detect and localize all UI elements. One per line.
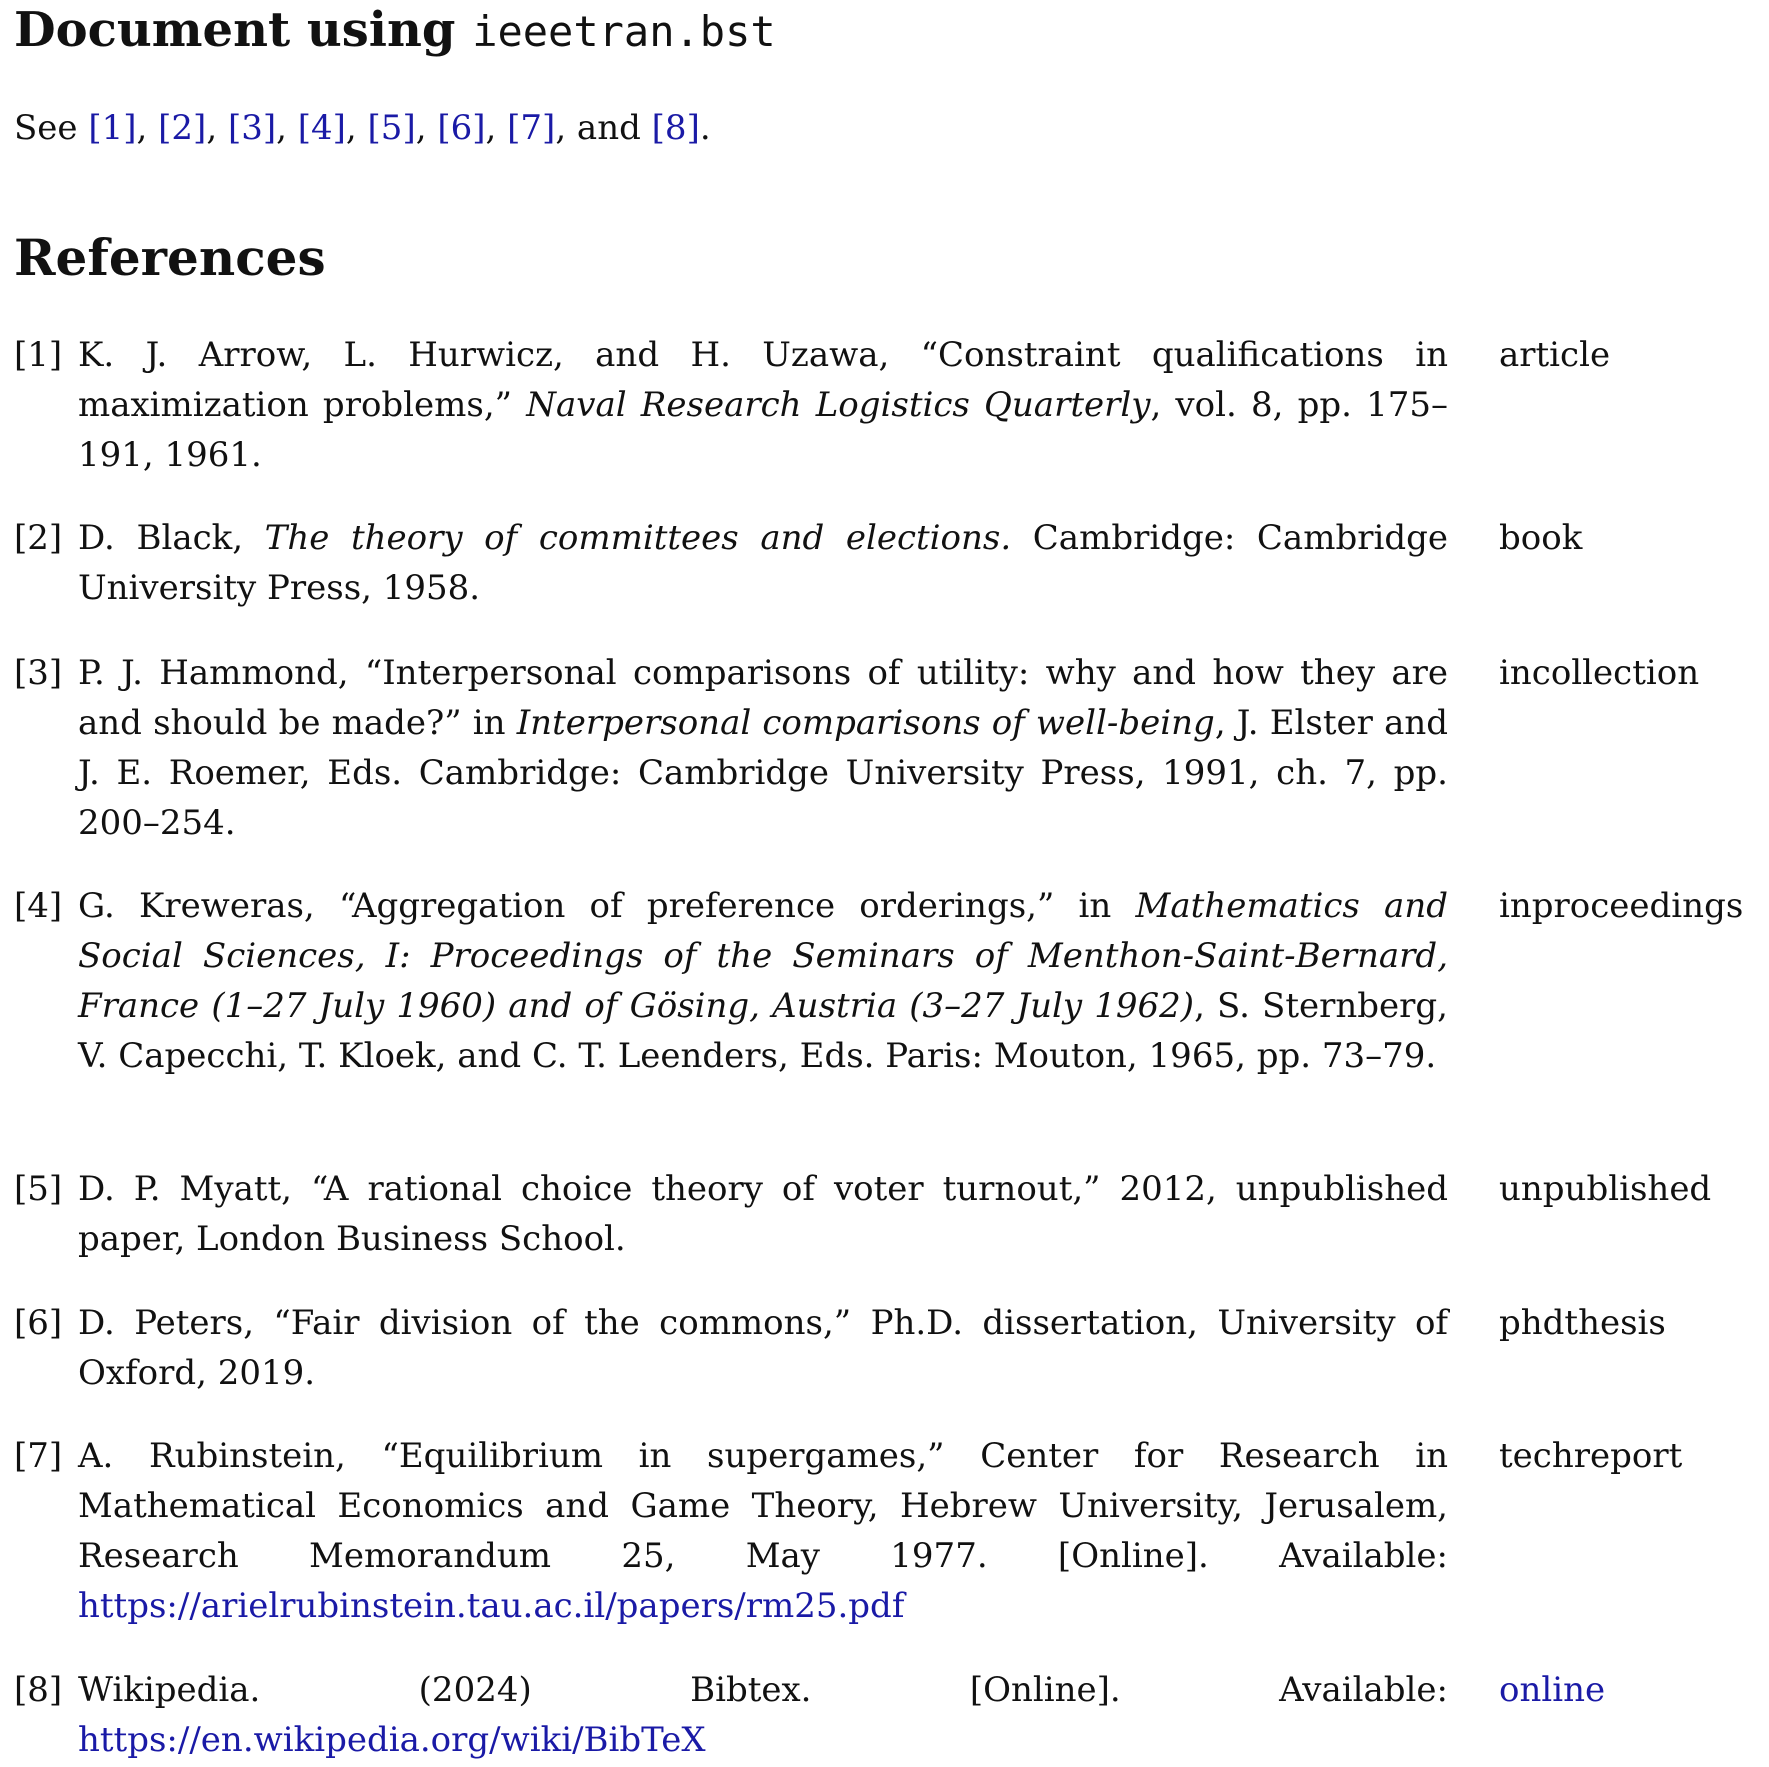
reference-venue: Interpersonal comparisons of well-being — [516, 703, 1215, 743]
reference-text — [78, 330, 1448, 480]
reference-details: , J. Elster and J. E. Roemer, Eds. Cambridge: Cambridge University Press, 1991, ch. 7, pp. 200–254. — [78, 703, 1449, 843]
citation-link[interactable]: [4] — [297, 108, 346, 148]
reference-main-text: K. J. Arrow, L. Hurwicz, and H. Uzawa, “Constraint qualifications in maximization problems,” — [78, 335, 1448, 425]
reference-text — [78, 513, 1448, 613]
references-heading: References — [14, 228, 326, 287]
intro-paragraph — [14, 106, 711, 150]
reference-type: unpublished — [1499, 1169, 1712, 1209]
separator: , and — [555, 108, 652, 148]
reference-type[interactable]: online — [1499, 1670, 1606, 1710]
reference-entry — [14, 330, 1734, 480]
reference-type: phdthesis — [1499, 1303, 1666, 1343]
reference-main-text: D. Peters, “Fair division of the commons,” Ph.D. dissertation, University of Oxford, 2019. — [78, 1303, 1448, 1393]
reference-venue: Naval Research Logistics Quarterly — [526, 385, 1151, 425]
reference-venue: Mathematics and Social Sciences, I: Proceedings of the Seminars of Menthon-Saint-Bernard, France (1–27 July 1960) and of Gösing, Austria (3–27 July 1962) — [78, 886, 1448, 1026]
reference-url-link[interactable]: https://arielrubinstein.tau.ac.il/papers/rm25.pdf — [78, 1586, 905, 1626]
reference-entry — [14, 1665, 1734, 1765]
reference-details: , vol. 8, pp. 175–191, 1961. — [78, 385, 1448, 475]
citation-link[interactable]: [1] — [88, 108, 137, 148]
reference-main-text: Wikipedia. (2024) Bibtex. [Online]. Available: — [78, 1670, 1448, 1710]
reference-url-link[interactable]: https://en.wikipedia.org/wiki/BibTeX — [78, 1720, 706, 1760]
reference-main-text: D. P. Myatt, “A rational choice theory of voter turnout,” 2012, unpublished paper, London Business School. — [78, 1169, 1448, 1259]
reference-text — [78, 1665, 1448, 1765]
reference-main-text: P. J. Hammond, “Interpersonal comparisons of utility: why and how they are and should be made?” in — [78, 653, 1448, 743]
separator: , — [136, 108, 159, 148]
reference-type: book — [1499, 518, 1583, 558]
citation-link[interactable]: [3] — [227, 108, 277, 148]
reference-main-text: D. Black, — [78, 518, 265, 558]
reference-entry — [14, 648, 1734, 848]
intro-see: See — [14, 108, 78, 148]
separator: , — [345, 108, 368, 148]
citation-link[interactable]: [6] — [437, 108, 486, 148]
reference-number: [1] — [14, 335, 63, 375]
reference-entry — [14, 1298, 1734, 1398]
separator: , — [485, 108, 508, 148]
reference-text — [78, 1164, 1448, 1264]
reference-venue: The theory of committees and elections. — [264, 518, 1012, 558]
reference-main-text: G. Kreweras, “Aggregation of preference orderings,” in — [78, 886, 1136, 926]
reference-type: techreport — [1499, 1436, 1683, 1476]
title-text: Document using — [14, 2, 473, 58]
reference-number: [3] — [14, 653, 63, 693]
reference-text — [78, 1431, 1448, 1631]
citation-link[interactable]: [7] — [507, 108, 556, 148]
reference-entry — [14, 513, 1734, 613]
separator: , — [206, 108, 228, 148]
reference-entry — [14, 881, 1744, 1081]
reference-number: [2] — [14, 518, 63, 558]
title-code: ieeetran.bst — [472, 7, 776, 56]
reference-number: [4] — [14, 886, 63, 926]
separator: . — [699, 108, 711, 148]
reference-text — [78, 648, 1448, 848]
reference-details: , S. Sternberg, V. Capecchi, T. Kloek, and C. T. Leenders, Eds. Paris: Mouton, 1965, pp. 73–79. — [78, 986, 1448, 1076]
reference-type: inproceedings — [1499, 886, 1744, 926]
reference-number: [8] — [14, 1670, 63, 1710]
separator: , — [276, 108, 298, 148]
reference-text — [78, 881, 1448, 1081]
citation-link[interactable]: [2] — [158, 108, 207, 148]
reference-number: [6] — [14, 1303, 63, 1343]
citation-link[interactable]: [8] — [651, 108, 700, 148]
reference-number: [7] — [14, 1436, 63, 1476]
reference-main-text: A. Rubinstein, “Equilibrium in supergames,” Center for Research in Mathematical Economics and Game Theory, Hebrew University, Jerusalem, Research Memorandum 25, May 1977. [Online]. Available: — [78, 1436, 1448, 1576]
reference-text — [78, 1298, 1448, 1398]
reference-entry — [14, 1431, 1734, 1631]
reference-entry — [14, 1164, 1734, 1264]
reference-type: incollection — [1499, 653, 1700, 693]
citation-link[interactable]: [5] — [367, 108, 416, 148]
reference-details: Cambridge: Cambridge University Press, 1958. — [78, 518, 1448, 608]
reference-number: [5] — [14, 1169, 63, 1209]
reference-type: article — [1499, 335, 1611, 375]
separator: , — [415, 108, 438, 148]
page-title — [14, 2, 776, 60]
